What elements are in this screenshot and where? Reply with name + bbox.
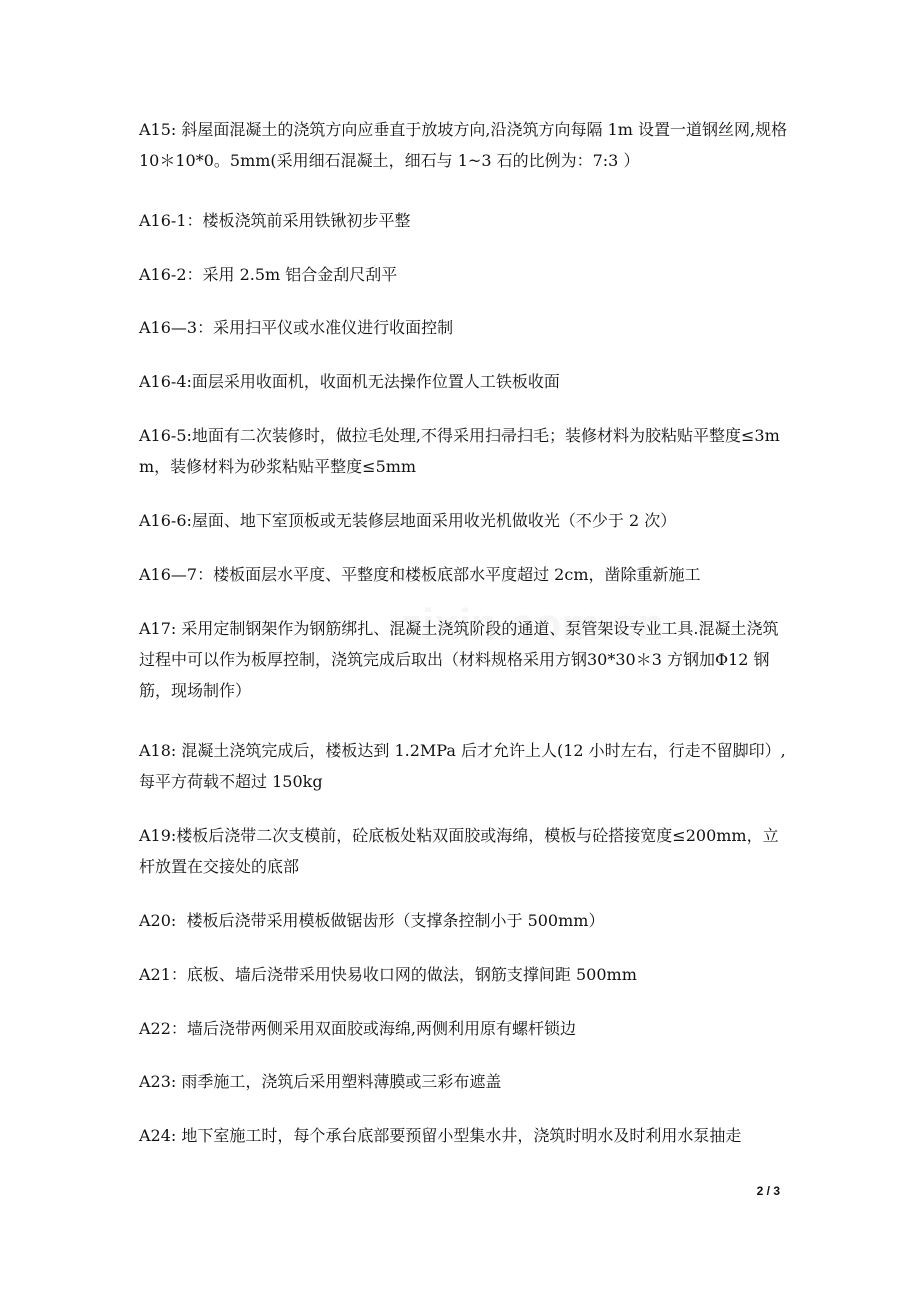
paragraph-a24: A24: 地下室施工时，每个承台底部要预留小型集水井，浇筑时明水及时利用水泵抽走 — [139, 1126, 742, 1145]
paragraph-a20: A20: 楼板后浇带采用模板做锯齿形（支撑条控制小于 500mm） — [139, 911, 605, 930]
paragraph-a16-5: A16-5:地面有二次装修时，做拉毛处理,不得采用扫帚扫毛；装修材料为胶粘贴平整度≤3mm，装修材料为砂浆粘贴平整度≤5mm — [139, 426, 780, 476]
paragraph-a23: A23: 雨季施工，浇筑后采用塑料薄膜或三彩布遮盖 — [139, 1072, 502, 1091]
paragraph-a16-1: A16-1：楼板浇筑前采用铁锹初步平整 — [139, 211, 411, 230]
paragraph-a16-7: A16—7：楼板面层水平度、平整度和楼板底部水平度超过 2cm，凿除重新施工 — [139, 565, 701, 584]
paragraph-a15: A15: 斜屋面混凝土的浇筑方向应垂直于放坡方向,沿浇筑方向每隔 1m 设置一道钢丝网,规格 10＊10*0。5mm(采用细石混凝土，细石与 1~3 石的比例为：7:3 ） — [139, 120, 793, 170]
watermark — [400, 600, 560, 650]
paragraph-a22: A22：墙后浇带两侧采用双面胶或海绵,两侧利用原有螺杆锁边 — [139, 1019, 577, 1038]
paragraph-a18: A18: 混凝土浇筑完成后，楼板达到 1.2MPa 后才允许上人(12 小时左右，行走不留脚印）,每平方荷载不超过 150kg — [139, 741, 786, 791]
page-number: 2 / 3 — [756, 1184, 780, 1198]
paragraph-a19: A19:楼板后浇带二次支模前，砼底板处粘双面胶或海绵，模板与砼搭接宽度≤200mm，立杆放置在交接处的底部 — [139, 826, 779, 876]
paragraph-a16-2: A16-2：采用 2.5m 铝合金刮尺刮平 — [139, 265, 398, 284]
paragraph-a21: A21：底板、墙后浇带采用快易收口网的做法，钢筋支撑间距 500mm — [139, 965, 637, 984]
paragraph-a16-4: A16-4:面层采用收面机，收面机无法操作位置人工铁板收面 — [139, 372, 560, 391]
paragraph-a16-6: A16-6:屋面、地下室顶板或无装修层地面采用收光机做收光（不少于 2 次） — [139, 511, 677, 530]
paragraph-a16-3: A16—3：采用扫平仪或水准仪进行收面控制 — [139, 318, 454, 337]
paragraph-a17: A17: 采用定制钢架作为钢筋绑扎、混凝土浇筑阶段的通道、泵管架设专业工具.混凝土浇筑过程中可以作为板厚控制，浇筑完成后取出（材料规格采用方钢30*30＊3 方钢加Φ12 钢筋，现场制作） — [139, 619, 779, 700]
